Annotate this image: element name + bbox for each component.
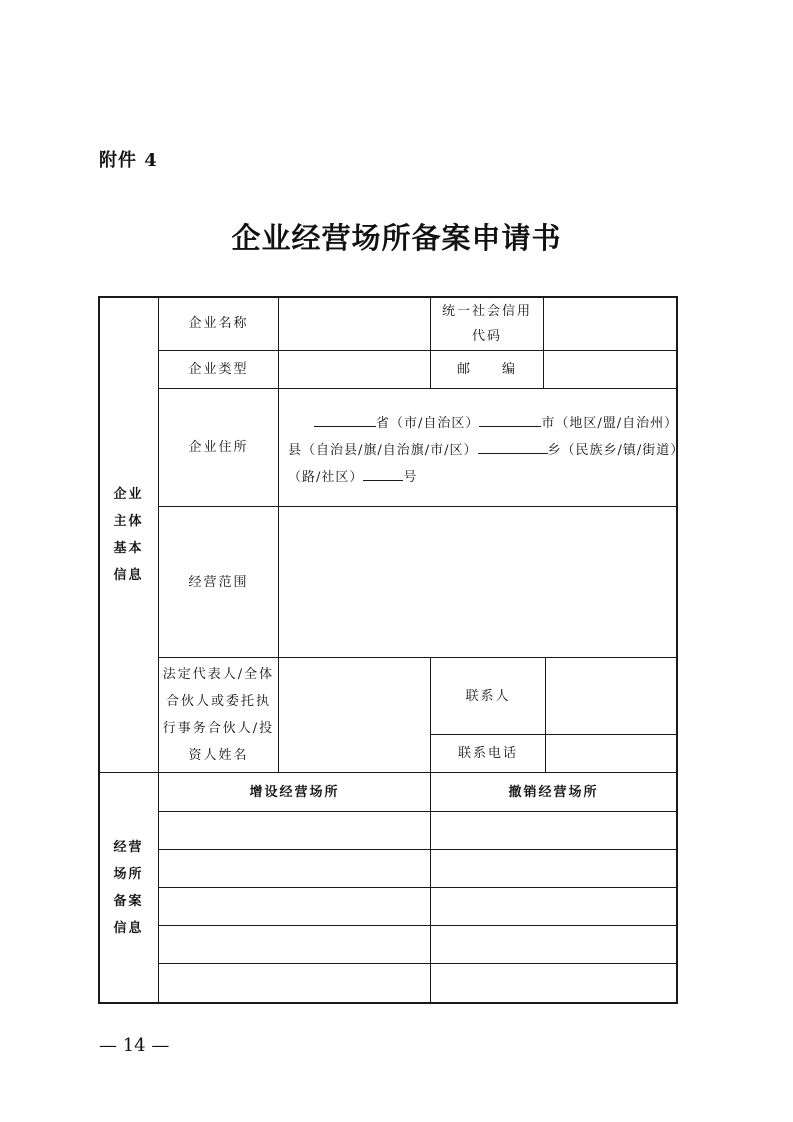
contact-person-label: 联系人: [465, 688, 511, 704]
table-border-bottom: [98, 1002, 678, 1004]
province-blank[interactable]: [314, 412, 376, 427]
enterprise-name-label: 企业名称: [188, 316, 249, 331]
enterprise-type-field[interactable]: [279, 351, 430, 388]
contact-phone-field[interactable]: [546, 735, 676, 772]
remove-premises-row[interactable]: [431, 888, 676, 925]
attachment-label: 附件 4: [99, 150, 158, 171]
enterprise-type-label: 企业类型: [188, 362, 249, 377]
section-label-premises-info: 经营 场所 备案 信息: [113, 840, 144, 936]
add-premises-row[interactable]: [159, 812, 430, 849]
contact-person-field[interactable]: [546, 658, 676, 734]
add-premises-row[interactable]: [159, 964, 430, 1002]
credit-code-label: 统一社会信用 代码: [441, 303, 532, 344]
remove-premises-row[interactable]: [431, 926, 676, 963]
postal-code-field[interactable]: [544, 351, 676, 388]
township-blank[interactable]: [478, 439, 548, 454]
postal-code-label: 邮 编: [456, 362, 517, 377]
representative-field[interactable]: [279, 658, 430, 772]
contact-phone-label: 联系电话: [457, 746, 518, 761]
page-number: — 14 —: [99, 1035, 170, 1056]
city-blank[interactable]: [479, 412, 541, 427]
remove-premises-row[interactable]: [431, 812, 676, 849]
table-border-right: [676, 296, 678, 1004]
add-premises-row[interactable]: [159, 850, 430, 887]
remove-premises-row[interactable]: [431, 850, 676, 887]
house-number-blank[interactable]: [363, 466, 403, 481]
section-label-basic-info: 企业 主体 基本 信息: [113, 486, 144, 583]
document-title: 企业经营场所备案申请书: [231, 221, 562, 255]
enterprise-address-field[interactable]: 省（市/自治区） 市（地区/盟/自治州） 县（自治县/旗/自治旗/市/区） 乡（民族乡/镇/街道） （路/社区） 号: [288, 410, 674, 491]
add-premises-header: 增设经营场所: [249, 784, 340, 800]
add-premises-row[interactable]: [159, 926, 430, 963]
enterprise-address-label: 企业住所: [188, 440, 249, 455]
remove-premises-header: 撤销经营场所: [508, 784, 599, 800]
business-scope-label: 经营范围: [188, 574, 249, 590]
enterprise-name-field[interactable]: [279, 297, 430, 350]
add-premises-row[interactable]: [159, 888, 430, 925]
credit-code-field[interactable]: [544, 297, 676, 350]
business-scope-field[interactable]: [279, 507, 676, 657]
representative-label: 法定代表人/全体 合伙人或委托执 行事务合伙人/投 资人姓名: [162, 667, 275, 763]
remove-premises-row[interactable]: [431, 964, 676, 1002]
